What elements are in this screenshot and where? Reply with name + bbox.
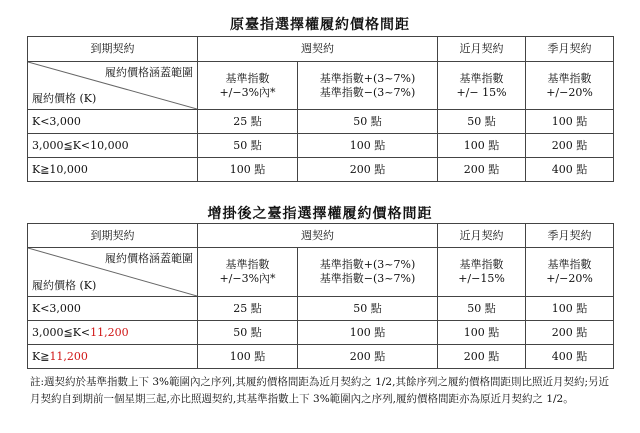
value-cell: 200 點: [526, 321, 614, 345]
sub-line: +/−20%: [546, 85, 593, 99]
table2-sub-quarter: [526, 248, 614, 297]
sub-line: +/− 15%: [456, 85, 507, 99]
table1-head-nearmonth: 近月契約: [438, 37, 526, 62]
table2-sub-weekly1: [198, 248, 298, 297]
sub-line: 基準指數: [225, 258, 270, 271]
value-cell: 100 點: [526, 110, 614, 134]
table2-title: 增掛後之臺指選擇權履約價格間距: [207, 206, 433, 222]
value-cell: 200 點: [298, 345, 438, 369]
table2-head-weekly: 週契約: [198, 224, 438, 248]
table2-sub-near: [438, 248, 526, 297]
value-cell: 100 點: [298, 134, 438, 158]
table2-head-nearmonth: 近月契約: [438, 224, 526, 248]
value-cell: 100 點: [298, 321, 438, 345]
range-prefix: 3,000≦K<: [32, 325, 91, 339]
table2-sub-weekly2: [298, 248, 438, 297]
table1-sub-quarter: [526, 62, 614, 110]
value-cell: 200 點: [526, 134, 614, 158]
range-cell: K<3,000: [28, 110, 198, 134]
table-row: [28, 134, 614, 158]
table1-title: 原臺指選擇權履約價格間距: [230, 17, 410, 33]
sub-line: 基準指數+(3~7%): [319, 71, 416, 85]
range-highlight: 11,200: [90, 325, 129, 339]
table2-head-quarterly: 季月契約: [526, 224, 614, 248]
table1-sub-near: [438, 62, 526, 110]
value-cell: 400 點: [526, 158, 614, 182]
value-cell: 50 點: [198, 134, 298, 158]
sub-line: +/−3%內*: [219, 85, 276, 99]
table2: [27, 223, 614, 369]
value-cell: 200 點: [438, 345, 526, 369]
table1-sub-weekly2: [298, 62, 438, 110]
table2-diag-top: 履約價格涵蓋範圍: [105, 252, 193, 265]
value-cell: 50 點: [438, 297, 526, 321]
table1-diag-cell: [28, 62, 198, 110]
value-cell: 50 點: [298, 110, 438, 134]
value-cell: 50 點: [198, 321, 298, 345]
range-cell: K<3,000: [28, 297, 198, 321]
footnote: 註:週契約於基準指數上下 3%範圍內之序列,其履約價格間距為近月契約之 1/2,其餘序列之履約價格間距則比照近月契約;另近月契約自到期前一個星期三起,亦比照週契約,其基準指數上下 3%範圍內之序列,履約價格間距亦為原近月契約之 1/2。: [30, 376, 609, 405]
table2-head-expiry: 到期契約: [28, 224, 198, 248]
sub-line: 基準指數: [225, 71, 270, 85]
value-cell: 200 點: [438, 158, 526, 182]
range-cell: [28, 345, 198, 369]
table1-subheader-row: [28, 62, 614, 110]
value-cell: 50 點: [438, 110, 526, 134]
table1-head-quarterly: 季月契約: [526, 37, 614, 62]
sub-line: 基準指數+(3~7%): [319, 258, 416, 271]
sub-line: 基準指數: [547, 71, 592, 85]
table-row: [28, 158, 614, 182]
table1-head-weekly: 週契約: [198, 37, 438, 62]
value-cell: 200 點: [298, 158, 438, 182]
value-cell: 100 點: [198, 158, 298, 182]
table2-diag-cell: [28, 248, 198, 297]
value-cell: 400 點: [526, 345, 614, 369]
table2-header-row: [28, 224, 614, 248]
table1-head-expiry: 到期契約: [28, 37, 198, 62]
table2-diag-bottom: 履約價格 (K): [32, 279, 97, 292]
range-cell: 3,000≦K<10,000: [28, 134, 198, 158]
table1-diag-top: 履約價格涵蓋範圍: [105, 66, 193, 79]
table1-diag-bottom: 履約價格 (K): [32, 92, 97, 105]
sub-line: 基準指數: [547, 258, 592, 271]
value-cell: 100 點: [438, 321, 526, 345]
value-cell: 50 點: [298, 297, 438, 321]
table-row: [28, 297, 614, 321]
range-cell: [28, 321, 198, 345]
table-row: [28, 110, 614, 134]
sub-line: +/−15%: [458, 272, 505, 285]
value-cell: 100 點: [198, 345, 298, 369]
sub-line: 基準指數: [459, 258, 504, 271]
range-highlight: 11,200: [49, 349, 88, 363]
table-row: [28, 345, 614, 369]
sub-line: +/−3%內*: [219, 272, 276, 285]
sub-line: 基準指數: [459, 71, 504, 85]
value-cell: 100 點: [438, 134, 526, 158]
value-cell: 25 點: [198, 110, 298, 134]
table-row: [28, 321, 614, 345]
range-cell: K≧10,000: [28, 158, 198, 182]
table1: [27, 36, 614, 182]
table1-sub-weekly1: [198, 62, 298, 110]
sub-line: 基準指數−(3~7%): [319, 272, 416, 285]
table2-subheader-row: [28, 248, 614, 297]
value-cell: 25 點: [198, 297, 298, 321]
table1-header-row: [28, 37, 614, 62]
sub-line: 基準指數−(3~7%): [319, 85, 416, 99]
range-prefix: K≧: [32, 349, 50, 363]
value-cell: 100 點: [526, 297, 614, 321]
sub-line: +/−20%: [546, 272, 593, 285]
